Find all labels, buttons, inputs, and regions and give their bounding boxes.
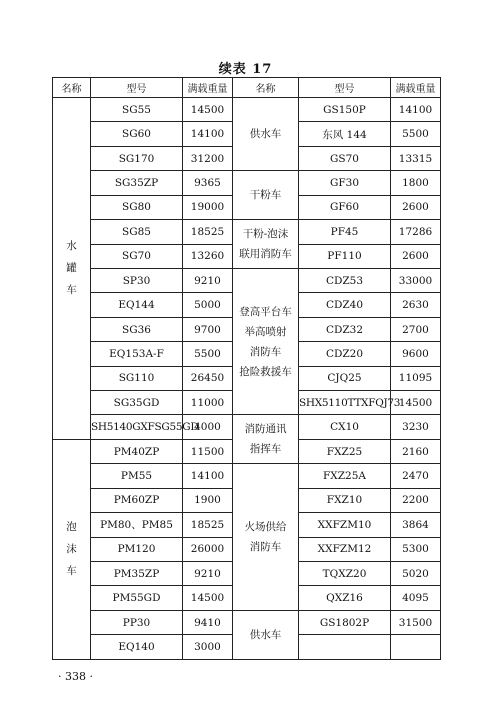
left-weight-cell: 4000: [183, 415, 233, 439]
right-name-cell: [233, 220, 299, 269]
left-name-cell: [53, 98, 91, 440]
category-name-line: 抢险救援车: [239, 365, 292, 378]
category-name-line: 干粉车: [249, 189, 282, 202]
category-name-line: 车: [66, 284, 77, 297]
right-model-cell: CJQ25: [299, 366, 391, 390]
right-model-cell: GF30: [299, 171, 391, 195]
left-weight-cell: 26000: [183, 537, 233, 561]
category-name-line: 罐: [66, 262, 77, 275]
right-weight-cell: 3864: [391, 513, 441, 537]
left-weight-cell: 9700: [183, 317, 233, 341]
right-weight-cell: 2700: [391, 317, 441, 341]
left-model-cell: PM40ZP: [91, 439, 183, 463]
category-name-line: 消防车: [249, 541, 282, 554]
left-model-cell: SG85: [91, 220, 183, 244]
category-name-line: 车: [66, 565, 77, 578]
right-name-cell: [233, 415, 299, 464]
right-weight-cell: 2200: [391, 488, 441, 512]
table-title: 续表 17: [218, 62, 273, 77]
left-weight-cell: 9410: [183, 610, 233, 634]
page-number: · 338 ·: [58, 670, 93, 683]
header-model: 型号: [91, 78, 183, 98]
left-model-cell: SG80: [91, 195, 183, 219]
right-weight-cell: 2600: [391, 195, 441, 219]
right-model-cell: GS1802P: [299, 610, 391, 634]
left-weight-cell: 11500: [183, 439, 233, 463]
right-weight-cell: 2630: [391, 293, 441, 317]
right-model-cell: GF60: [299, 195, 391, 219]
right-weight-cell: 5500: [391, 122, 441, 146]
right-weight-cell: 2160: [391, 439, 441, 463]
table-row: [53, 268, 441, 292]
right-model-cell: CX10: [299, 415, 391, 439]
header-weight-2: 满载重量: [391, 78, 441, 98]
table-body: [53, 98, 441, 660]
right-model-cell: GS70: [299, 146, 391, 170]
left-weight-cell: 14500: [183, 586, 233, 610]
right-weight-cell: 5300: [391, 537, 441, 561]
category-name-line: 干粉-泡沫: [242, 228, 289, 241]
left-weight-cell: 14100: [183, 464, 233, 488]
category-name-line: 指挥车: [249, 443, 282, 456]
category-name-line: 供水车: [249, 128, 282, 141]
left-model-cell: PM60ZP: [91, 488, 183, 512]
right-weight-cell: 4095: [391, 586, 441, 610]
right-weight-cell: 13315: [391, 146, 441, 170]
right-weight-cell: 31500: [391, 610, 441, 634]
right-weight-cell: 17286: [391, 220, 441, 244]
left-weight-cell: 5500: [183, 342, 233, 366]
header-model-2: 型号: [299, 78, 391, 98]
table-row: [53, 98, 441, 122]
left-weight-cell: 13260: [183, 244, 233, 268]
category-name-line: 火场供给: [244, 521, 287, 534]
right-model-cell: 东风 144: [299, 122, 391, 146]
right-weight-cell: 1800: [391, 171, 441, 195]
left-weight-cell: 3000: [183, 635, 233, 660]
category-name-line: 水: [66, 240, 77, 253]
header-row: [53, 78, 441, 98]
right-model-cell: SHX5110TTXFQJ73: [299, 391, 391, 415]
category-name-line: 登高平台车: [239, 305, 292, 318]
table-row: [53, 464, 441, 488]
left-weight-cell: 14500: [183, 98, 233, 122]
left-model-cell: SG170: [91, 146, 183, 170]
left-model-cell: PM80、PM85: [91, 513, 183, 537]
left-weight-cell: 18525: [183, 513, 233, 537]
right-weight-cell: 2470: [391, 464, 441, 488]
right-weight-cell: 14500: [391, 391, 441, 415]
right-weight-cell: 3230: [391, 415, 441, 439]
right-name-cell: [233, 610, 299, 659]
left-model-cell: PM35ZP: [91, 562, 183, 586]
left-name-cell: [53, 439, 91, 659]
left-model-cell: SP30: [91, 268, 183, 292]
left-weight-cell: 18525: [183, 220, 233, 244]
category-name-line: 泡: [66, 521, 77, 534]
left-weight-cell: 11000: [183, 391, 233, 415]
left-model-cell: SG36: [91, 317, 183, 341]
left-model-cell: SG60: [91, 122, 183, 146]
right-model-cell: FXZ10: [299, 488, 391, 512]
left-model-cell: SH5140GXFSG55GD: [91, 415, 183, 439]
left-model-cell: EQ140: [91, 635, 183, 660]
header-name: 名称: [53, 78, 91, 98]
left-weight-cell: 9210: [183, 268, 233, 292]
right-weight-cell: 9600: [391, 342, 441, 366]
right-weight-cell: 14100: [391, 98, 441, 122]
category-name-line: 联用消防车: [239, 248, 292, 261]
left-model-cell: EQ144: [91, 293, 183, 317]
left-model-cell: EQ153A-F: [91, 342, 183, 366]
right-name-cell: [233, 268, 299, 415]
right-weight-cell: 33000: [391, 268, 441, 292]
right-weight-cell: [391, 635, 441, 660]
right-model-cell: PF110: [299, 244, 391, 268]
table-row: [53, 171, 441, 195]
header-name-2: 名称: [233, 78, 299, 98]
header-weight: 满载重量: [183, 78, 233, 98]
right-model-cell: CDZ20: [299, 342, 391, 366]
right-model-cell: CDZ53: [299, 268, 391, 292]
category-name-line: 沫: [66, 543, 77, 556]
right-model-cell: [299, 635, 391, 660]
table-row: [53, 220, 441, 244]
right-model-cell: XXFZM10: [299, 513, 391, 537]
right-name-cell: [233, 464, 299, 611]
left-model-cell: SG35GD: [91, 391, 183, 415]
right-model-cell: FXZ25: [299, 439, 391, 463]
right-name-cell: [233, 171, 299, 220]
category-name-line: 消防车: [249, 345, 282, 358]
left-model-cell: SG110: [91, 366, 183, 390]
right-name-cell: [233, 98, 299, 171]
left-weight-cell: 1900: [183, 488, 233, 512]
right-weight-cell: 5020: [391, 562, 441, 586]
left-model-cell: PM120: [91, 537, 183, 561]
category-name-line: 举高喷射: [244, 325, 287, 338]
category-name-line: 消防通讯: [244, 423, 287, 436]
right-model-cell: PF45: [299, 220, 391, 244]
left-weight-cell: 9365: [183, 171, 233, 195]
right-weight-cell: 11095: [391, 366, 441, 390]
category-name-line: 供水车: [249, 628, 282, 641]
left-weight-cell: 5000: [183, 293, 233, 317]
left-weight-cell: 14100: [183, 122, 233, 146]
left-model-cell: PM55: [91, 464, 183, 488]
table-row: [53, 610, 441, 634]
left-model-cell: PM55GD: [91, 586, 183, 610]
left-model-cell: SG55: [91, 98, 183, 122]
left-weight-cell: 26450: [183, 366, 233, 390]
left-model-cell: SG70: [91, 244, 183, 268]
right-model-cell: TQXZ20: [299, 562, 391, 586]
right-model-cell: CDZ32: [299, 317, 391, 341]
left-model-cell: SG35ZP: [91, 171, 183, 195]
right-model-cell: XXFZM12: [299, 537, 391, 561]
left-weight-cell: 19000: [183, 195, 233, 219]
left-weight-cell: 31200: [183, 146, 233, 170]
right-model-cell: GS150P: [299, 98, 391, 122]
table-row: [53, 415, 441, 439]
left-model-cell: PP30: [91, 610, 183, 634]
left-weight-cell: 9210: [183, 562, 233, 586]
vehicle-table: [52, 77, 441, 660]
right-model-cell: FXZ25A: [299, 464, 391, 488]
right-weight-cell: 2600: [391, 244, 441, 268]
right-model-cell: QXZ16: [299, 586, 391, 610]
right-model-cell: CDZ40: [299, 293, 391, 317]
